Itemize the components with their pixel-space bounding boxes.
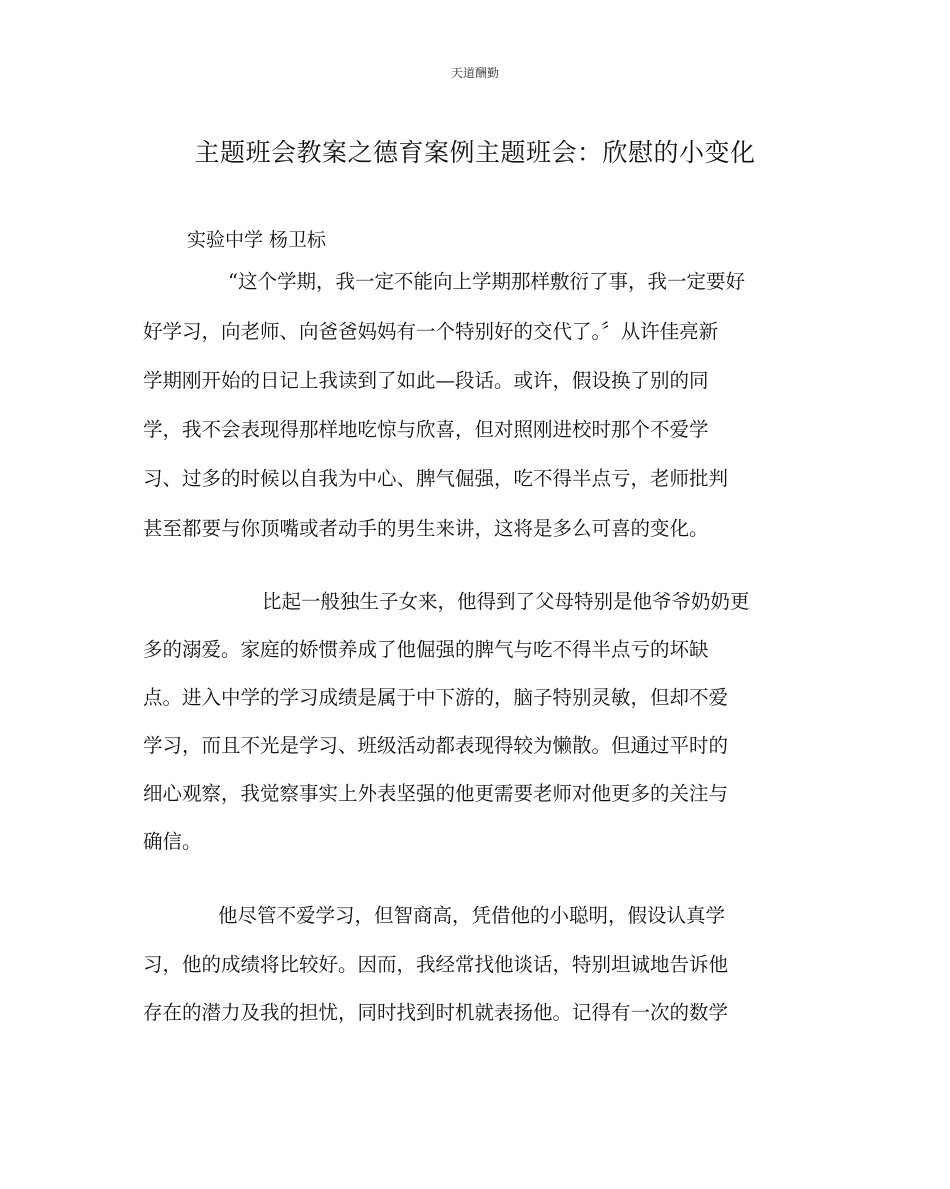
paragraph-2-line-1: 比起一般独生子女来，他得到了父母特别是他爷爷奶奶更 [262,590,750,613]
paragraph-2-line-4: 学习，而且不光是学习、班级活动都表现得较为懒散。但通过平时的 [143,734,729,757]
paragraph-3-line-3: 存在的潜力及我的担忧，同时找到时机就表扬他。记得有一次的数学 [143,1001,729,1024]
paragraph-1-line-2: 好学习，向老师、向爸爸妈妈有一个特别好的交代了。〞从许佳亮新 [143,320,719,343]
paragraph-1-line-6: 甚至都要与你顶嘴或者动手的男生来讲，这将是多么可喜的变化。 [143,517,709,540]
paragraph-1-line-1: “这个学期，我一定不能向上学期那样敷衍了事，我一定要好 [228,270,745,293]
page-header: 天道酬勤 [450,66,499,80]
paragraph-3-line-1: 他尽管不爱学习，但智商高，凭借他的小聪明，假设认真学 [218,904,726,927]
paragraph-1-line-5: 习、过多的时候以自我为中心、脾气倔强，吃不得半点亏，老师批判 [143,467,729,490]
paragraph-2-line-6: 确信。 [143,830,202,853]
author-line: 实验中学 杨卫标 [187,229,327,251]
paragraph-2-line-3: 点。进入中学的学习成绩是属于中下游的，脑子特别灵敏，但却不爱 [143,686,729,709]
paragraph-1-line-3: 学期刚开始的日记上我读到了如此—段话。或许，假设换了别的同 [143,369,709,392]
document-title: 主题班会教案之德育案例主题班会：欣慰的小变化 [194,138,756,167]
paragraph-1-line-4: 学，我不会表现得那样地吃惊与欣喜，但对照刚进校时那个不爱学 [143,418,709,441]
paragraph-2-line-2: 多的溺爱。家庭的娇惯养成了他倔强的脾气与吃不得半点亏的坏缺 [143,638,709,661]
paragraph-3-line-2: 习，他的成绩将比较好。因而，我经常找他谈话，特别坦诚地告诉他 [143,953,729,976]
paragraph-2-line-5: 细心观察，我觉察事实上外表坚强的他更需要老师对他更多的关注与 [143,782,729,805]
